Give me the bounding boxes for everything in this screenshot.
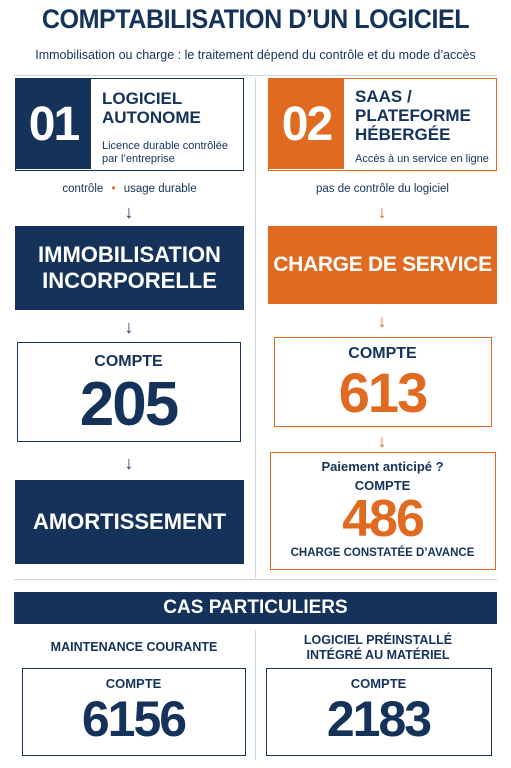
compte-number: 205 <box>79 370 178 439</box>
right-option-title <box>355 87 495 144</box>
compte-number: 2183 <box>326 691 431 747</box>
page-subtitle: Immobilisation ou charge : le traitement dépend du contrôle et du mode d’accès <box>35 48 476 62</box>
charge-service-banner: CHARGE DE SERVICE <box>268 226 497 304</box>
compte-2183-card <box>266 668 492 756</box>
arrow-down-icon: ↓ <box>377 311 387 331</box>
arrow-down-icon: ↓ <box>124 202 134 222</box>
left-option-card <box>15 78 244 171</box>
right-option-title-line2: PLATEFORME <box>355 106 471 125</box>
preinstalled-label <box>258 633 498 663</box>
condition-control: contrôle <box>62 183 104 195</box>
left-condition <box>15 183 244 195</box>
arrow-down-icon: ↓ <box>377 431 387 451</box>
compte-number: 613 <box>338 361 427 424</box>
compte-613-card <box>274 337 492 427</box>
left-option-title-line2: AUTONOME <box>102 108 201 127</box>
compte-number: 6156 <box>81 691 186 747</box>
right-option-card <box>268 78 497 171</box>
maintenance-label: MAINTENANCE COURANTE <box>50 640 218 654</box>
prepaid-question: Paiement anticipé ? <box>321 459 444 474</box>
preinstalled-label-line1: LOGICIEL PRÉINSTALLÉ <box>303 633 453 647</box>
compte-label: COMPTE <box>354 478 411 493</box>
compte-label: COMPTE <box>350 676 407 691</box>
compte-label: COMPTE <box>348 345 417 362</box>
compte-label: COMPTE <box>105 676 162 691</box>
left-option-title-line1: LOGICIEL <box>102 89 183 108</box>
right-option-title-line1: SAAS / <box>355 87 412 106</box>
right-condition: pas de contrôle du logiciel <box>316 183 449 195</box>
arrow-down-icon: ↓ <box>377 202 387 222</box>
special-column-divider <box>255 630 256 760</box>
section-divider <box>14 579 497 580</box>
column-divider <box>255 78 256 578</box>
compte-6156-card <box>22 668 246 756</box>
special-cases-banner: CAS PARTICULIERS <box>14 592 497 624</box>
immobilisation-banner <box>15 226 244 310</box>
condition-usage: usage durable <box>123 183 197 195</box>
left-option-title <box>102 89 242 127</box>
left-option-desc-line2: par l’entreprise <box>102 153 175 165</box>
left-option-number: 01 <box>16 79 91 169</box>
arrow-down-icon: ↓ <box>124 453 134 473</box>
left-option-desc <box>102 140 242 166</box>
bullet-icon: • <box>111 183 116 195</box>
prepaid-caption: CHARGE CONSTATÉE D’AVANCE <box>290 547 475 559</box>
preinstalled-label-line2: INTÉGRÉ AU MATÉRIEL <box>306 648 450 662</box>
right-option-desc: Accès à un service en ligne <box>355 153 489 165</box>
immobilisation-line2: INCORPORELLE <box>42 268 217 293</box>
compte-205-card <box>17 342 241 442</box>
left-option-desc-line1: Licence durable contrôlée <box>102 140 228 152</box>
header-divider <box>14 75 497 76</box>
compte-486-card <box>270 452 496 570</box>
arrow-down-icon: ↓ <box>124 317 134 337</box>
immobilisation-line1: IMMOBILISATION <box>38 242 221 267</box>
page-title: COMPTABILISATION D’UN LOGICIEL <box>41 4 470 34</box>
amortissement-banner: AMORTISSEMENT <box>15 480 244 564</box>
right-option-number: 02 <box>269 79 344 169</box>
compte-number: 486 <box>342 490 423 548</box>
compte-label: COMPTE <box>94 353 163 370</box>
right-option-title-line3: HÉBERGÉE <box>355 125 451 144</box>
